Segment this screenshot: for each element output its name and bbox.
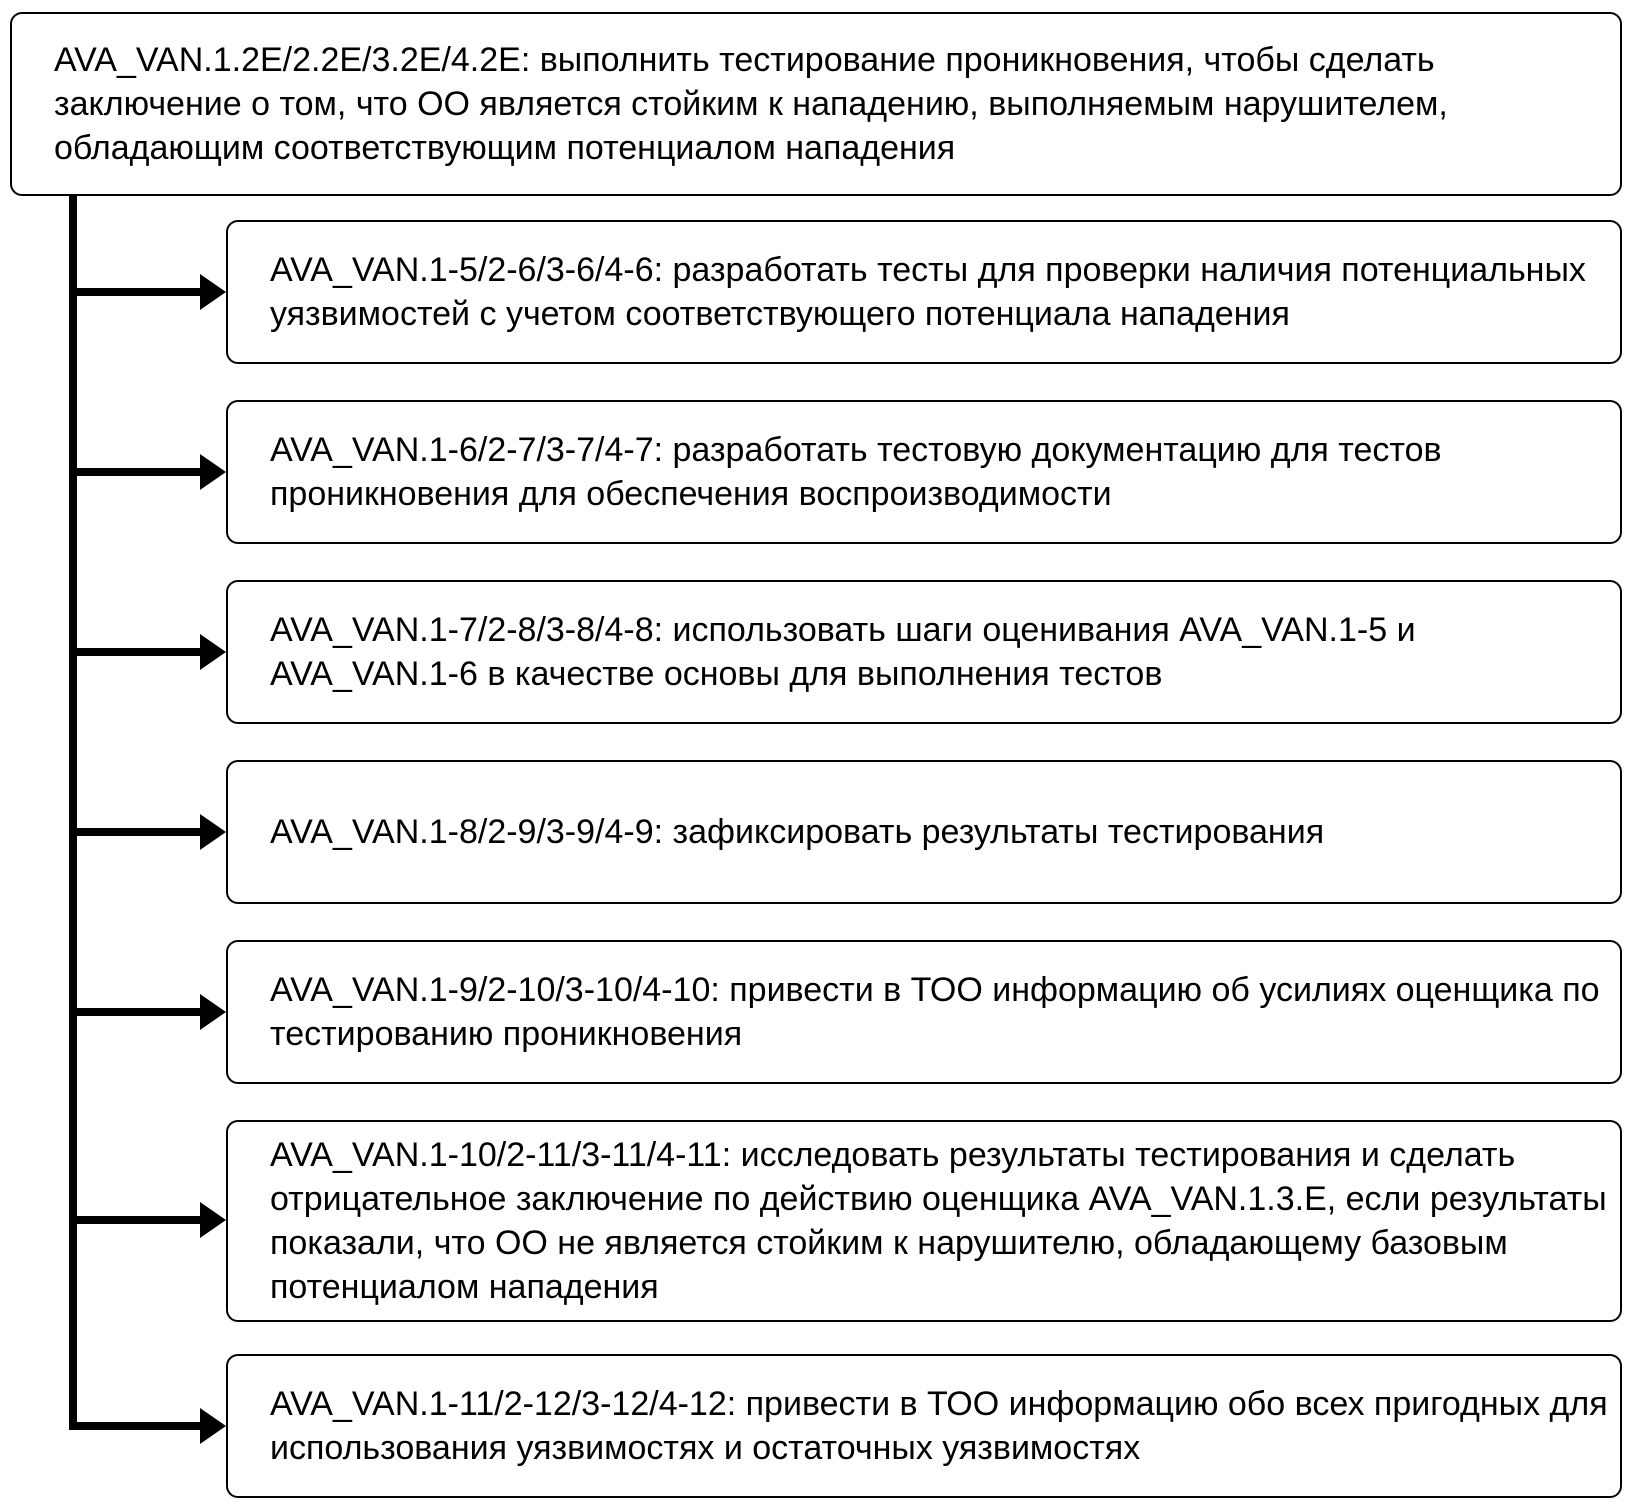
arrow-head-icon bbox=[200, 1202, 226, 1238]
arrow-to-step-2 bbox=[69, 454, 226, 490]
arrow-shaft bbox=[69, 1008, 205, 1016]
arrow-head-icon bbox=[200, 634, 226, 670]
step-text-4: AVA_VAN.1-8/2-9/3-9/4-9: зафиксировать результаты тестирования bbox=[270, 813, 1325, 851]
step-box-5 bbox=[226, 940, 1622, 1084]
arrow-head-icon bbox=[200, 454, 226, 490]
step-text-7: AVA_VAN.1-11/2-12/3-12/4-12: привести в ТОО информацию обо всех пригодных для использования уязвимостях и остаточных уязвимостях bbox=[270, 1385, 1608, 1467]
arrow-head-icon bbox=[200, 994, 226, 1030]
arrow-shaft bbox=[69, 828, 205, 836]
arrow-to-step-7 bbox=[69, 1408, 226, 1444]
step-text-2: AVA_VAN.1-6/2-7/3-7/4-7: разработать тестовую документацию для тестов проникновения для обеспечения воспроизводимости bbox=[270, 431, 1442, 513]
step-box-2 bbox=[226, 400, 1622, 544]
root-action-box bbox=[10, 12, 1622, 196]
arrow-to-step-4 bbox=[69, 814, 226, 850]
arrow-to-step-3 bbox=[69, 634, 226, 670]
step-text-6: AVA_VAN.1-10/2-11/3-11/4-11: исследовать результаты тестирования и сделать отрицательное заключение по действию оценщика AVA_VAN.1.3.E, если результаты показали, что ОО не является стойким к нарушителю, обладающему базовым потенциалом нападения bbox=[270, 1136, 1607, 1306]
arrow-shaft bbox=[69, 648, 205, 656]
connector-trunk-line bbox=[69, 196, 77, 1430]
arrow-head-icon bbox=[200, 1408, 226, 1444]
arrow-head-icon bbox=[200, 274, 226, 310]
arrow-to-step-1 bbox=[69, 274, 226, 310]
step-text-5: AVA_VAN.1-9/2-10/3-10/4-10: привести в ТОО информацию об усилиях оценщика по тестированию проникновения bbox=[270, 971, 1600, 1053]
arrow-shaft bbox=[69, 1216, 205, 1224]
step-text-1: AVA_VAN.1-5/2-6/3-6/4-6: разработать тесты для проверки наличия потенциальных уязвимостей с учетом соответствующего потенциала нападения bbox=[270, 251, 1586, 333]
step-box-1 bbox=[226, 220, 1622, 364]
step-box-3 bbox=[226, 580, 1622, 724]
arrow-shaft bbox=[69, 1422, 205, 1430]
arrow-shaft bbox=[69, 468, 205, 476]
step-box-7 bbox=[226, 1354, 1622, 1498]
step-box-4 bbox=[226, 760, 1622, 904]
root-action-text: AVA_VAN.1.2E/2.2E/3.2E/4.2E: выполнить тестирование проникновения, чтобы сделать заключение о том, что ОО является стойким к нападению, выполняемым нарушителем, обладающим соответствующим потенциалом нападения bbox=[54, 41, 1448, 167]
arrow-to-step-6 bbox=[69, 1202, 226, 1238]
arrow-head-icon bbox=[200, 814, 226, 850]
step-box-6 bbox=[226, 1120, 1622, 1322]
arrow-to-step-5 bbox=[69, 994, 226, 1030]
arrow-shaft bbox=[69, 288, 205, 296]
step-text-3: AVA_VAN.1-7/2-8/3-8/4-8: использовать шаги оценивания AVA_VAN.1-5 и AVA_VAN.1-6 в качестве основы для выполнения тестов bbox=[270, 611, 1416, 693]
